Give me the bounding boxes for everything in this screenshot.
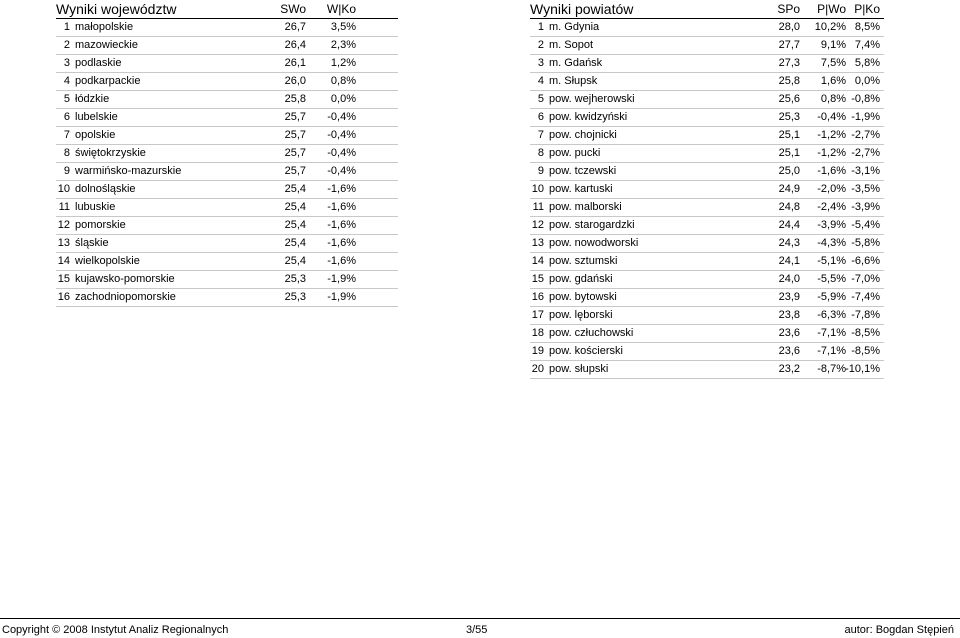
row-pwo: -5,9% [817, 291, 846, 303]
row-pko: -10,1% [845, 363, 880, 375]
table-row [530, 307, 884, 325]
table-row [530, 325, 884, 343]
table-row [56, 289, 398, 307]
row-rank: 16 [531, 291, 544, 303]
row-name: kujawsko-pomorskie [75, 273, 175, 285]
row-pwo: -7,1% [817, 345, 846, 357]
row-pko: -8,5% [851, 345, 880, 357]
row-pwo: 0,8% [820, 93, 846, 105]
table-row [56, 127, 398, 145]
row-spo: 24,0 [778, 273, 800, 285]
table-row [530, 145, 884, 163]
col-header-pko: P|Ko [854, 2, 880, 16]
row-wko: -1,6% [327, 237, 356, 249]
row-name: m. Słupsk [549, 75, 598, 87]
row-rank: 20 [531, 363, 544, 375]
row-swo: 26,0 [284, 75, 306, 87]
row-wko: -0,4% [327, 111, 356, 123]
row-spo: 24,1 [778, 255, 800, 267]
row-name: pow. kościerski [549, 345, 623, 357]
row-swo: 25,4 [284, 255, 306, 267]
row-name: pow. starogardzki [549, 219, 635, 231]
col-header-spo: SPo [777, 2, 800, 16]
row-name: m. Sopot [549, 39, 594, 51]
row-name: podkarpackie [75, 75, 141, 87]
row-pko: -2,7% [851, 147, 880, 159]
row-swo: 26,1 [284, 57, 306, 69]
table-row [530, 181, 884, 199]
row-name: m. Gdynia [549, 21, 600, 33]
row-spo: 24,8 [778, 201, 800, 213]
row-rank: 15 [57, 273, 70, 285]
row-rank: 8 [537, 147, 544, 159]
row-name: pomorskie [75, 219, 126, 231]
row-swo: 25,7 [284, 147, 306, 159]
row-swo: 25,7 [284, 111, 306, 123]
row-spo: 25,3 [778, 111, 800, 123]
row-wko: -1,6% [327, 219, 356, 231]
table-row [530, 289, 884, 307]
row-pko: 7,4% [854, 39, 880, 51]
row-swo: 25,8 [284, 93, 306, 105]
table-row [530, 271, 884, 289]
row-swo: 25,3 [284, 273, 306, 285]
table-row [530, 361, 884, 379]
row-rank: 17 [531, 309, 544, 321]
row-pwo: -4,3% [817, 237, 846, 249]
row-pko: -1,9% [851, 111, 880, 123]
row-spo: 24,9 [778, 183, 800, 195]
row-pko: -6,6% [851, 255, 880, 267]
row-swo: 25,7 [284, 165, 306, 177]
row-spo: 27,7 [778, 39, 800, 51]
row-name: pow. człuchowski [549, 327, 634, 339]
author-text: autor: Bogdan Stępień [844, 624, 954, 636]
row-rank: 1 [63, 21, 70, 33]
row-pwo: -2,0% [817, 183, 846, 195]
table-row [56, 235, 398, 253]
row-pwo: -7,1% [817, 327, 846, 339]
row-rank: 7 [537, 129, 544, 141]
row-swo: 25,7 [284, 129, 306, 141]
row-pko: 8,5% [854, 21, 880, 33]
row-name: pow. kwidzyński [549, 111, 628, 123]
table-row [56, 37, 398, 55]
row-rank: 4 [63, 75, 70, 87]
row-rank: 11 [58, 201, 70, 213]
row-name: lubelskie [75, 111, 118, 123]
row-swo: 25,4 [284, 201, 306, 213]
row-name: pow. gdański [549, 273, 613, 285]
row-rank: 16 [57, 291, 70, 303]
table-row [530, 37, 884, 55]
table-row [56, 145, 398, 163]
county-rows [530, 19, 884, 379]
row-spo: 25,8 [778, 75, 800, 87]
row-wko: -1,9% [327, 291, 356, 303]
row-rank: 9 [63, 165, 70, 177]
row-swo: 26,7 [284, 21, 306, 33]
row-rank: 14 [531, 255, 544, 267]
copyright-text: Copyright © 2008 Instytut Analiz Regionalnych [2, 624, 229, 636]
row-spo: 25,1 [778, 129, 800, 141]
row-rank: 13 [57, 237, 70, 249]
row-name: warmińsko-mazurskie [75, 165, 182, 177]
row-pko: -7,4% [851, 291, 880, 303]
row-wko: -1,6% [327, 255, 356, 267]
row-name: pow. lęborski [549, 309, 613, 321]
row-wko: 2,3% [330, 39, 356, 51]
row-spo: 23,9 [778, 291, 800, 303]
county-results-table [530, 0, 884, 379]
col-header-swo: SWo [280, 2, 306, 16]
row-pwo: -8,7% [817, 363, 846, 375]
row-pko: -3,1% [851, 165, 880, 177]
row-rank: 11 [532, 201, 544, 213]
row-spo: 24,4 [778, 219, 800, 231]
row-wko: -1,6% [327, 183, 356, 195]
table-row [530, 19, 884, 37]
row-name: podlaskie [75, 57, 122, 69]
table-row [56, 19, 398, 37]
table-row [530, 253, 884, 271]
row-rank: 8 [63, 147, 70, 159]
row-name: łódzkie [75, 93, 110, 105]
row-rank: 6 [63, 111, 70, 123]
row-pwo: -5,5% [817, 273, 846, 285]
page-number: 3/55 [466, 624, 488, 636]
row-rank: 5 [537, 93, 544, 105]
row-pko: -0,8% [851, 93, 880, 105]
row-rank: 10 [531, 183, 544, 195]
table-row [56, 163, 398, 181]
table-row [56, 109, 398, 127]
row-name: pow. sztumski [549, 255, 618, 267]
row-rank: 14 [57, 255, 70, 267]
table-row [56, 73, 398, 91]
row-wko: -0,4% [327, 147, 356, 159]
row-spo: 23,8 [778, 309, 800, 321]
row-rank: 12 [531, 219, 544, 231]
row-spo: 23,6 [778, 327, 800, 339]
row-spo: 25,0 [778, 165, 800, 177]
voivodeship-rows [56, 19, 398, 307]
table-row [56, 181, 398, 199]
row-pwo: 7,5% [820, 57, 846, 69]
row-rank: 19 [531, 345, 544, 357]
row-name: mazowieckie [75, 39, 138, 51]
table-row [530, 343, 884, 361]
row-pko: -8,5% [851, 327, 880, 339]
row-swo: 26,4 [284, 39, 306, 51]
table-row [56, 55, 398, 73]
row-pwo: 9,1% [820, 39, 846, 51]
row-name: wielkopolskie [75, 255, 140, 267]
row-pko: -7,8% [851, 309, 880, 321]
col-header-wko: W|Ko [326, 2, 356, 16]
row-rank: 15 [531, 273, 544, 285]
row-pko: 5,8% [854, 57, 880, 69]
row-spo: 27,3 [778, 57, 800, 69]
table-row [56, 199, 398, 217]
row-swo: 25,4 [284, 219, 306, 231]
row-rank: 9 [537, 165, 544, 177]
row-rank: 2 [63, 39, 70, 51]
row-name: zachodniopomorskie [75, 291, 176, 303]
county-table-title: Wyniki powiatów [530, 1, 634, 17]
row-pwo: 10,2% [814, 21, 846, 33]
row-wko: -0,4% [327, 129, 356, 141]
row-pwo: 1,6% [820, 75, 846, 87]
row-name: pow. słupski [549, 363, 609, 375]
row-pko: -3,9% [851, 201, 880, 213]
row-spo: 25,1 [778, 147, 800, 159]
row-spo: 25,6 [778, 93, 800, 105]
table-row [56, 253, 398, 271]
table-row [530, 127, 884, 145]
row-pwo: -1,2% [817, 129, 846, 141]
row-pwo: -2,4% [817, 201, 846, 213]
table-row [56, 271, 398, 289]
row-rank: 7 [63, 129, 70, 141]
row-rank: 6 [537, 111, 544, 123]
row-name: m. Gdańsk [549, 57, 603, 69]
row-pwo: -0,4% [817, 111, 846, 123]
row-swo: 25,3 [284, 291, 306, 303]
table-row [530, 91, 884, 109]
row-wko: 0,8% [330, 75, 356, 87]
table-row [530, 163, 884, 181]
row-rank: 3 [537, 57, 544, 69]
row-pwo: -6,3% [817, 309, 846, 321]
row-rank: 18 [531, 327, 544, 339]
table-row [56, 217, 398, 235]
row-pwo: -1,6% [817, 165, 846, 177]
row-wko: -1,9% [327, 273, 356, 285]
row-rank: 10 [57, 183, 70, 195]
row-wko: 1,2% [330, 57, 356, 69]
row-wko: 3,5% [330, 21, 356, 33]
row-name: pow. malborski [549, 201, 622, 213]
row-name: pow. kartuski [549, 183, 613, 195]
row-pko: -2,7% [851, 129, 880, 141]
row-rank: 13 [531, 237, 544, 249]
table-row [530, 199, 884, 217]
row-name: pow. bytowski [549, 291, 617, 303]
page-footer [0, 618, 960, 638]
row-pko: -5,8% [851, 237, 880, 249]
row-pwo: -3,9% [817, 219, 846, 231]
row-pko: -3,5% [851, 183, 880, 195]
row-name: pow. chojnicki [549, 129, 617, 141]
row-rank: 2 [537, 39, 544, 51]
table-row [530, 109, 884, 127]
row-rank: 12 [57, 219, 70, 231]
row-rank: 5 [63, 93, 70, 105]
row-pko: 0,0% [854, 75, 880, 87]
row-rank: 1 [537, 21, 544, 33]
row-name: lubuskie [75, 201, 116, 213]
row-swo: 25,4 [284, 237, 306, 249]
row-rank: 3 [63, 57, 70, 69]
row-wko: -0,4% [327, 165, 356, 177]
row-spo: 24,3 [778, 237, 800, 249]
table-row [530, 55, 884, 73]
row-name: dolnośląskie [75, 183, 136, 195]
table-row [530, 73, 884, 91]
table-row [530, 235, 884, 253]
row-rank: 4 [537, 75, 544, 87]
row-name: pow. nowodworski [549, 237, 639, 249]
voivodeship-table-title: Wyniki województw [56, 1, 177, 17]
voivodeship-table-header [56, 0, 398, 19]
row-name: małopolskie [75, 21, 134, 33]
col-header-pwo: P|Wo [817, 2, 846, 16]
row-spo: 28,0 [778, 21, 800, 33]
row-name: pow. pucki [549, 147, 601, 159]
county-table-header [530, 0, 884, 19]
row-name: opolskie [75, 129, 116, 141]
row-spo: 23,2 [778, 363, 800, 375]
row-name: śląskie [75, 237, 109, 249]
row-wko: 0,0% [330, 93, 356, 105]
table-row [56, 91, 398, 109]
row-pwo: -1,2% [817, 147, 846, 159]
voivodeship-results-table [56, 0, 398, 307]
row-name: pow. wejherowski [549, 93, 635, 105]
row-swo: 25,4 [284, 183, 306, 195]
row-pko: -7,0% [851, 273, 880, 285]
row-name: pow. tczewski [549, 165, 617, 177]
row-spo: 23,6 [778, 345, 800, 357]
row-pwo: -5,1% [817, 255, 846, 267]
row-pko: -5,4% [851, 219, 880, 231]
row-name: świętokrzyskie [75, 147, 146, 159]
row-wko: -1,6% [327, 201, 356, 213]
table-row [530, 217, 884, 235]
